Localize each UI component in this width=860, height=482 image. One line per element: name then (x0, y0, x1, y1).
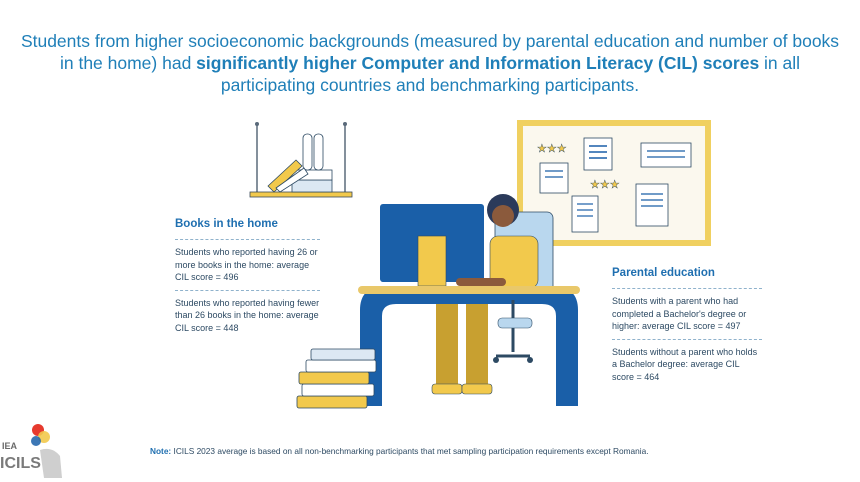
iea-icils-logo (0, 424, 62, 478)
logo-program-text: ICILS (0, 455, 41, 472)
parental-panel (612, 267, 762, 389)
parental-panel-title: Parental education (612, 267, 715, 279)
headline-bold: significantly higher Computer and Information Literacy (CIL) scores (196, 53, 760, 73)
books-panel (175, 218, 320, 340)
book-stack-illustration (297, 349, 376, 408)
books-stat-high: Students who reported having 26 or more books in the home: average CIL score = 496 (175, 239, 320, 290)
books-panel-title: Books in the home (175, 218, 278, 230)
footnote-label: Note: (150, 446, 172, 456)
parental-stat-bachelor: Students with a parent who had completed a Bachelor's degree or higher: average CIL score = 497 (612, 288, 762, 339)
footnote (150, 446, 649, 456)
book-shelf-illustration (250, 122, 352, 197)
books-stat-low: Students who reported having fewer than 26 books in the home: average CIL score = 448 (175, 290, 320, 341)
logo-org-text: IEA (2, 441, 18, 451)
svg-text:★★★: ★★★ (537, 143, 567, 155)
svg-text:★★★: ★★★ (590, 179, 620, 191)
headline-text: Students from higher socioeconomic backgrounds (measured by parental education and number of books in the home) had (20, 31, 840, 73)
student-desk-illustration (358, 194, 580, 406)
footnote-text: ICILS 2023 average is based on all non-benchmarking participants that met sampling participation requirements except Romania. (171, 446, 649, 456)
headline-text-end: in all participating countries and benchmarking participants. (220, 53, 801, 95)
parental-stat-no-bachelor: Students without a parent who holds a Bachelor degree: average CIL score = 464 (612, 339, 762, 390)
